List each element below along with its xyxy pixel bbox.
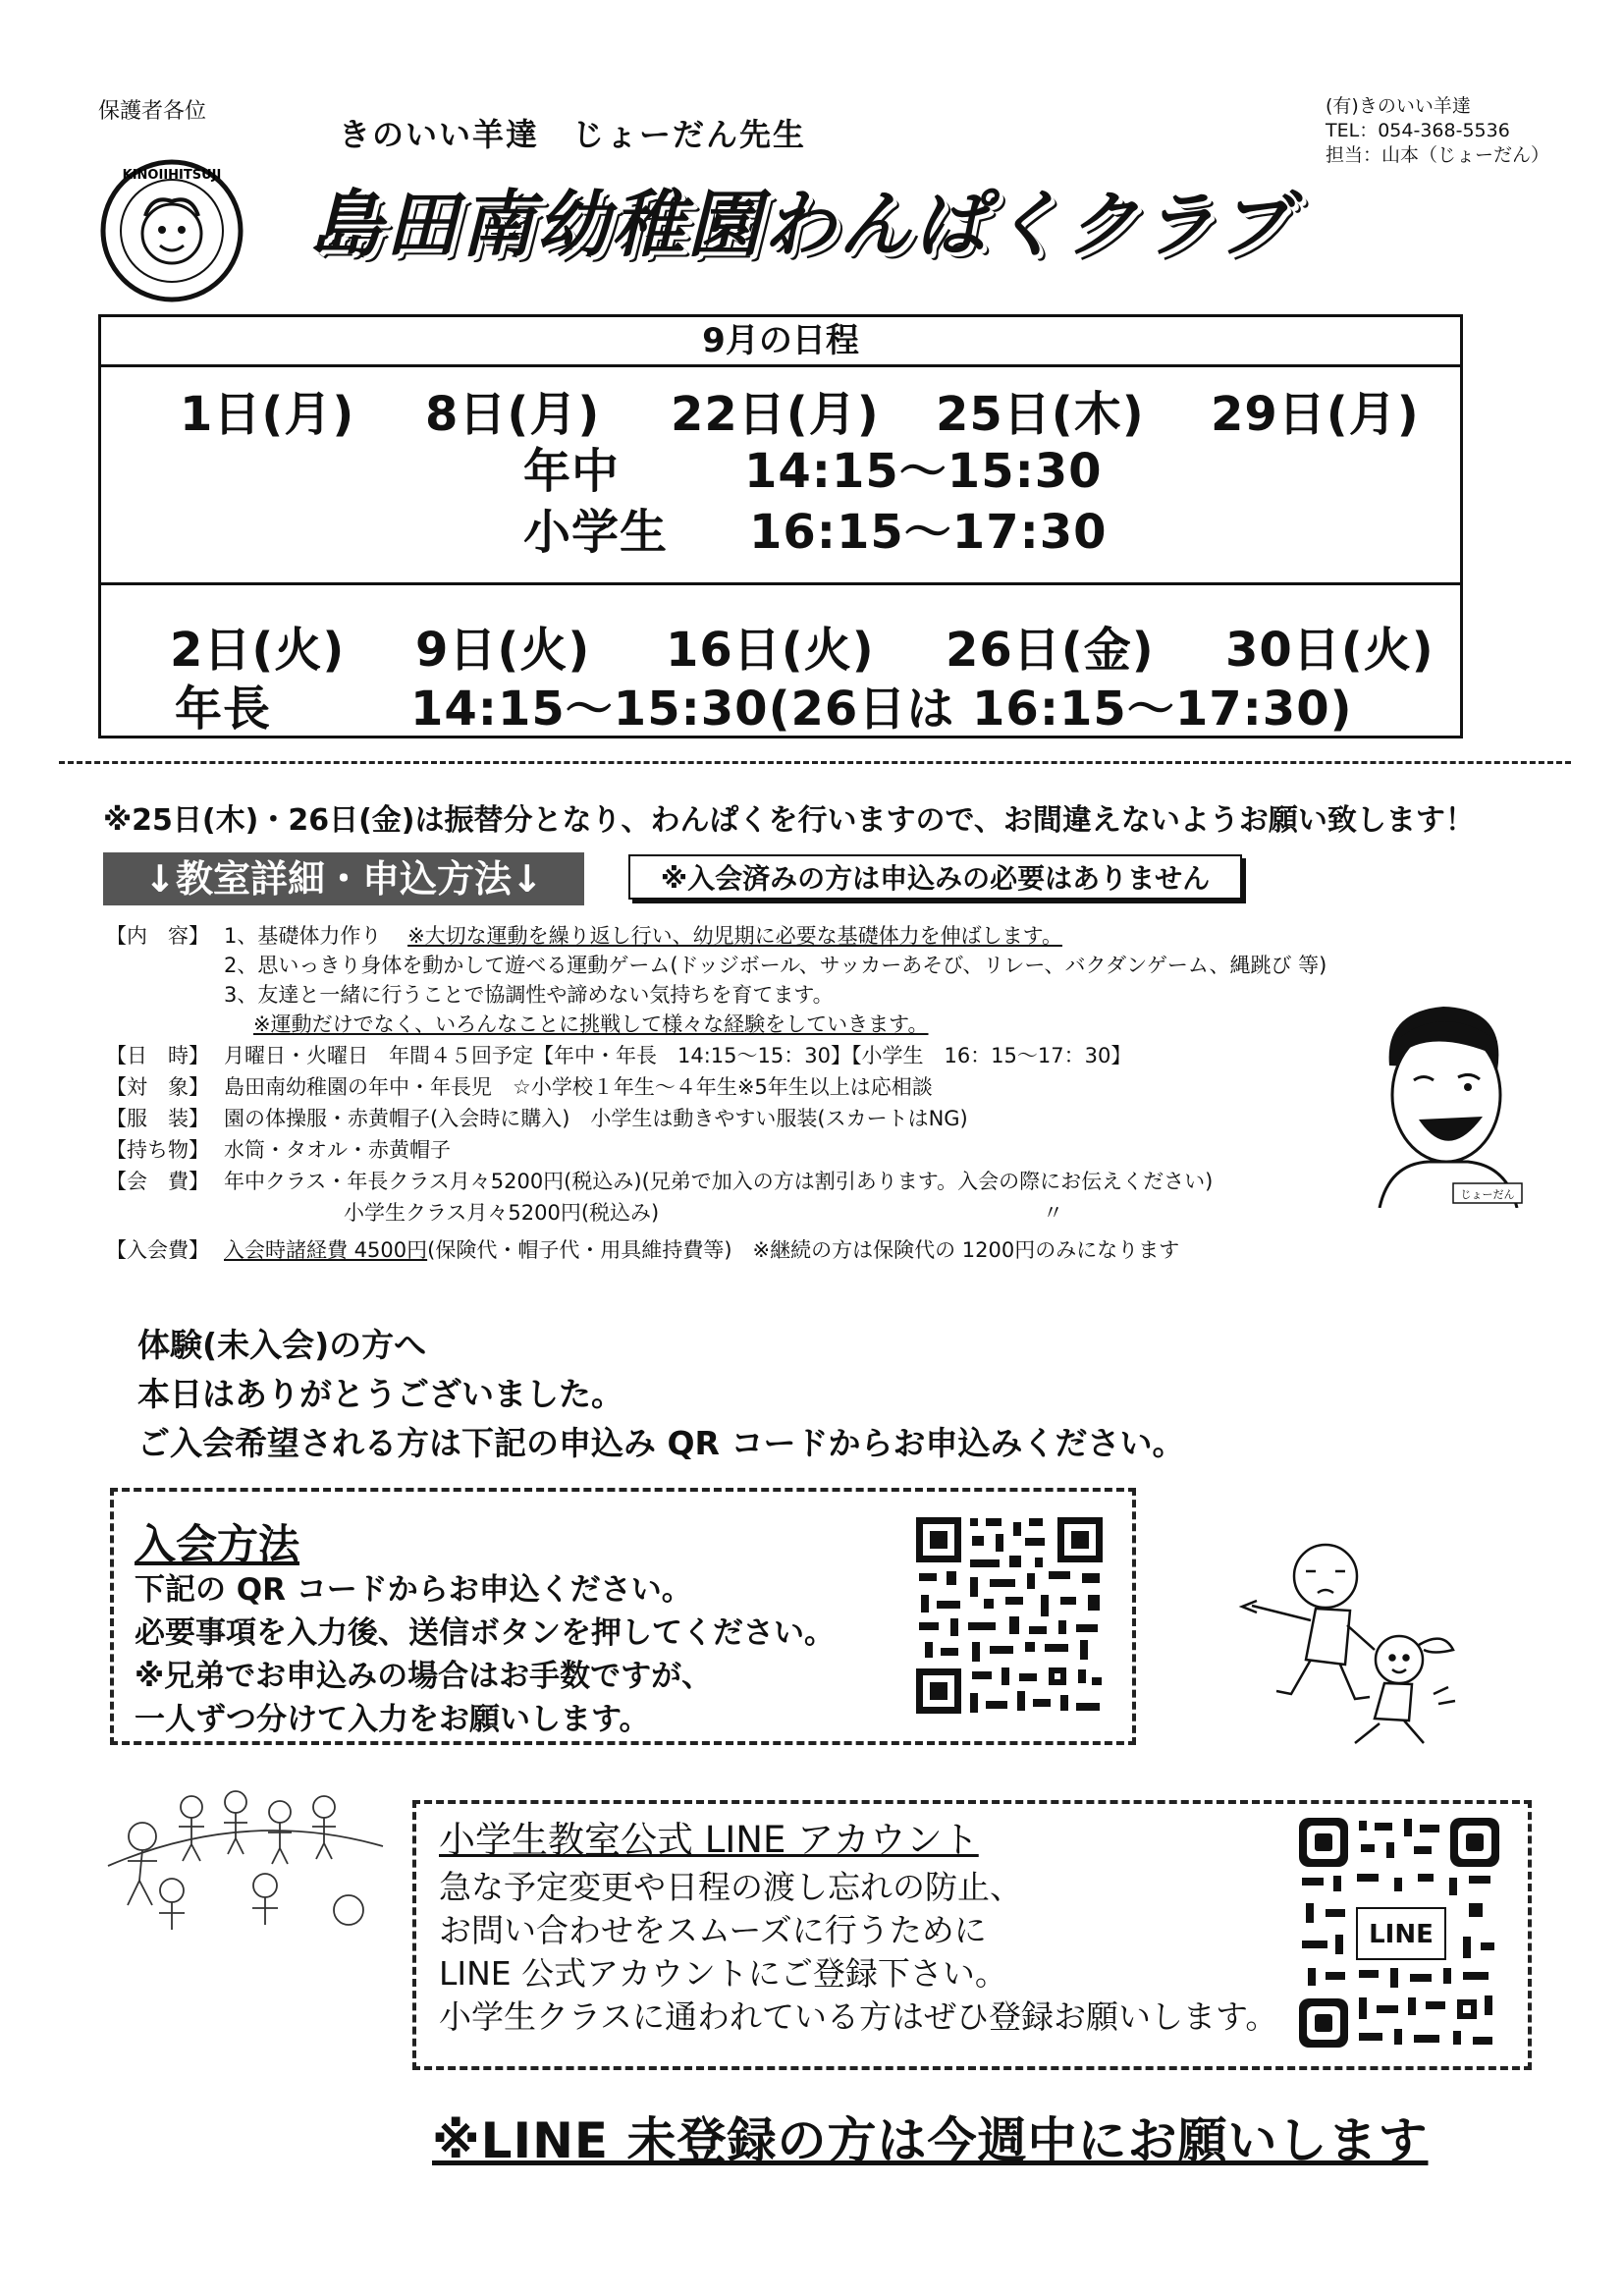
schedule-date: 22日(月) [671,387,880,442]
join-method-text [135,1568,835,1741]
nichiji-value: 月曜日・火曜日 年間４５回予定【年中・年長 14:15～15：30】【小学生 16：15～17：30】 [224,1044,1132,1067]
kaihi-row [106,1169,1213,1194]
naiyou-note: ※運動だけでなく、いろんなことに挑戦して様々な経験をしていきます。 [253,1012,929,1036]
fukusou-row [106,1106,968,1131]
schedule-date: 9日(火) [415,623,591,678]
taishou-row [106,1074,933,1100]
nyuukai-row [106,1237,1179,1263]
naiyou-3: 3、友達と一緒に行うことで協調性や諦めない気持ちを育てます。 [224,983,834,1007]
line-text-1: 急な予定変更や日程の渡し忘れの防止、 [439,1868,1022,1906]
details-banner: ↓教室詳細・申込方法↓ [103,852,584,905]
page-title: 島田南幼稚園わんぱくクラブ [309,183,1292,267]
join-line-4: 一人ずつ分けて入力をお願いします。 [135,1702,650,1737]
naiyou-1-note: ※大切な運動を繰り返し行い、幼児期に必要な基礎体力を伸ばします。 [407,924,1062,948]
naiyou-2: 2、思いっきり身体を動かして遊べる運動ゲーム(ドッジボール、サッカーあそび、リレー、バクダンゲーム、縄跳び 等) [224,954,1327,977]
join-line-3: ※兄弟でお申込みの場合はお手数ですが、 [135,1659,713,1694]
schedule-heading: 9月の日程 [101,317,1460,367]
logo-text: KINOIIHITSUJI [122,168,222,183]
schedule-date: 25日(木) [936,387,1145,442]
nencho-time: 14:15～15:30(26日は 16:15～17:30) [410,682,1353,737]
naiyou-key: 【内 容】 [106,924,209,948]
nichiji-key: 【日 時】 [106,1044,209,1067]
join-method-title: 入会方法 [135,1520,300,1568]
kids-running-illustration [1237,1522,1473,1753]
company-name: (有)きのいい羊達 [1326,95,1471,117]
trial-line-3: ご入会希望される方は下記の申込み QR コードからお申込みください。 [137,1424,1185,1462]
schedule-date: 2日(火) [170,623,346,678]
nencho-label: 年長 [175,682,272,737]
company-info [1326,94,1549,168]
taishou-key: 【対 象】 [106,1075,209,1099]
line-text-3: LINE 公式アカウントにご登録下さい。 [439,1954,1007,1993]
kaihi-key: 【会 費】 [106,1170,209,1193]
line-qr-code[interactable] [1296,1815,1502,2050]
schedule-box [98,314,1463,738]
makeup-notice: ※25日(木)・26日(金)は振替分となり、わんぱくを行いますので、お間違えないようお願い致します！ [103,803,1475,838]
schedule-date: 1日(月) [180,387,355,442]
company-tel: TEL：054-368-5536 [1326,120,1510,141]
dashed-separator [59,761,1571,764]
kids-game-illustration [98,1768,393,1949]
fukusou-key: 【服 装】 [106,1107,209,1130]
schedule-divider [101,582,1460,585]
line-account-title: 小学生教室公式 LINE アカウント [439,1819,979,1861]
company-contact: 担当：山本（じょーだん） [1326,144,1550,166]
mochimono-row [106,1137,451,1163]
line-text-4: 小学生クラスに通われている方はぜひ登録お願いします。 [439,1997,1278,2036]
application-qr-code[interactable] [911,1512,1108,1719]
line-text-2: お問い合わせをスムーズに行うために [439,1911,987,1949]
subtitle: きのいい羊達 じょーだん先生 [339,116,807,153]
teacher-illustration [1360,997,1532,1208]
ditto-mark: 〃 [1043,1201,1063,1225]
join-line-2: 必要事項を入力後、送信ボタンを押してください。 [135,1615,835,1651]
naiyou-1: 1、基礎体力作り [224,924,382,948]
trial-line-2: 本日はありがとうございました。 [137,1375,623,1413]
trial-message [137,1321,1184,1468]
addressee: 保護者各位 [98,99,207,124]
final-notice: ※LINE 未登録の方は今週中にお願いします [432,2112,1429,2169]
company-logo [98,157,245,304]
mochimono-value: 水筒・タオル・赤黄帽子 [224,1138,451,1162]
nenchu-label: 年中 [523,444,621,499]
kaihi-value-2: 小学生クラス月々5200円(税込み) [344,1201,660,1225]
line-qr-label: LINE [1369,1920,1434,1949]
nyuukai-value: (保険代・帽子代・用具維持費等) ※継続の方は保険代の 1200円のみになります [427,1238,1180,1262]
join-line-1: 下記の QR コードからお申込ください。 [135,1572,692,1608]
signature-text: じょーだん [1460,1188,1515,1201]
schedule-date: 16日(火) [666,623,875,678]
schedule-date: 30日(火) [1225,623,1435,678]
line-account-text [439,1866,1277,2039]
shogakusei-label: 小学生 [523,505,669,560]
mochimono-key: 【持ち物】 [106,1138,209,1162]
nichiji-row [106,1043,1131,1068]
trial-line-1: 体験(未入会)の方へ [137,1326,427,1364]
schedule-date: 29日(月) [1211,387,1420,442]
naiyou-row [106,923,1062,949]
nenchu-time: 14:15～15:30 [744,444,1103,499]
taishou-value: 島田南幼稚園の年中・年長児 ☆小学校１年生～４年生※5年生以上は応相談 [224,1075,933,1099]
nyuukai-key: 【入会費】 [106,1238,209,1262]
nyuukai-fee: 入会時諸経費 4500円 [224,1238,428,1262]
fukusou-value: 園の体操服・赤黄帽子(入会時に購入) 小学生は動きやすい服装(スカートはNG) [224,1107,968,1130]
shogakusei-time: 16:15～17:30 [749,505,1108,560]
schedule-date: 26日(金) [946,623,1155,678]
kaihi-value: 年中クラス・年長クラス月々5200円(税込み)(兄弟で加入の方は割引あります。入会の際にお伝えください) [224,1170,1214,1193]
schedule-date: 8日(月) [425,387,601,442]
members-note: ※入会済みの方は申込みの必要はありません [628,854,1242,900]
